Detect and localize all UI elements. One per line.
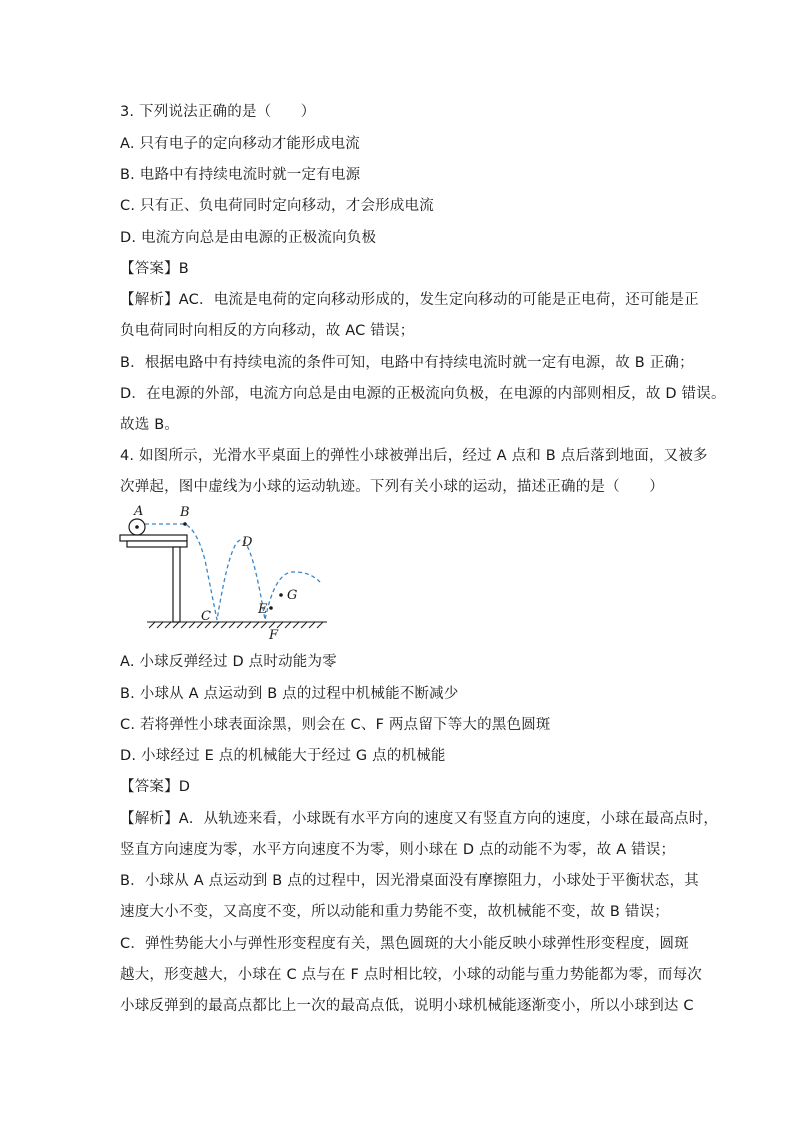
- q4-analysis-line: 小球反弹到的最高点都比上一次的最高点低，说明小球机械能逐渐变小，所以小球到达 C: [120, 998, 694, 1014]
- point-e-dot: [269, 606, 273, 610]
- q4-stem: 4. 如图所示，光滑水平桌面上的弹性小球被弹出后，经过 A 点和 B 点后落到地面，又被多: [120, 448, 708, 464]
- q4-analysis-line: C．弹性势能大小与弹性形变程度有关，黑色圆斑的大小能反映小球弹性形变程度，圆斑: [120, 936, 689, 952]
- bouncing-ball-figure: [115, 500, 335, 645]
- label-c: C: [201, 609, 211, 624]
- label-g: G: [287, 588, 298, 603]
- q3-option-a: A. 只有电子的定向移动才能形成电流: [120, 136, 360, 152]
- q4-option-a: A. 小球反弹经过 D 点时动能为零: [120, 654, 337, 670]
- q3-option-d: D. 电流方向总是由电源的正极流向负极: [120, 230, 377, 246]
- q3-analysis-line: 负电荷同时向相反的方向移动，故 AC 错误；: [120, 323, 415, 339]
- label-e: E: [258, 602, 268, 617]
- q3-answer: 【答案】B: [120, 261, 189, 277]
- label-a: A: [134, 504, 144, 519]
- q3-analysis-line: D．在电源的外部，电流方向总是由电源的正极流向负极，在电源的内部则相反，故 D 错误。: [120, 386, 726, 402]
- label-f: F: [269, 628, 279, 643]
- q4-analysis-line: 竖直方向速度为零，水平方向速度不为零，则小球在 D 点的动能不为零，故 A 错误；: [120, 842, 676, 858]
- q3-analysis-line: B．根据电路中有持续电流的条件可知，电路中有持续电流时就一定有电源，故 B 正确；: [120, 355, 694, 371]
- q3-stem: 3. 下列说法正确的是（ ）: [120, 104, 316, 120]
- q4-option-c: C. 若将弹性小球表面涂黑，则会在 C、F 两点留下等大的黑色圆斑: [120, 717, 551, 733]
- q4-stem: 次弹起，图中虚线为小球的运动轨迹。下列有关小球的运动，描述正确的是（ ）: [120, 479, 664, 495]
- point-a-dot: [135, 525, 139, 529]
- q3-analysis-line: 故选 B。: [120, 417, 180, 433]
- q3-option-c: C. 只有正、负电荷同时定向移动，才会形成电流: [120, 198, 434, 214]
- q4-analysis-line: 速度大小不变，又高度不变，所以动能和重力势能不变，故机械能不变，故 B 错误；: [120, 904, 669, 920]
- point-g-dot: [279, 593, 283, 597]
- ground: [147, 622, 327, 628]
- q3-analysis-line: 【解析】AC．电流是电荷的定向移动形成的，发生定向移动的可能是正电荷，还可能是正: [120, 292, 699, 308]
- q4-option-d: D. 小球经过 E 点的机械能大于经过 G 点的机械能: [120, 748, 446, 764]
- label-d: D: [242, 535, 253, 550]
- label-b: B: [180, 505, 190, 520]
- q3-option-b: B. 电路中有持续电流时就一定有电源: [120, 167, 361, 183]
- q4-analysis-line: 越大，形变越大，小球在 C 点与在 F 点时相比较，小球的动能与重力势能都为零，而每次: [120, 967, 702, 983]
- q4-answer: 【答案】D: [120, 779, 191, 795]
- point-b-dot: [183, 522, 187, 526]
- q4-option-b: B. 小球从 A 点运动到 B 点的过程中机械能不断减少: [120, 686, 459, 702]
- q4-analysis-line: B．小球从 A 点运动到 B 点的过程中，因光滑桌面没有摩擦阻力，小球处于平衡状态，其: [120, 873, 699, 889]
- q4-analysis-line: 【解析】A．从轨迹来看，小球既有水平方向的速度又有竖直方向的速度，小球在最高点时，: [120, 811, 719, 827]
- table: [120, 535, 187, 622]
